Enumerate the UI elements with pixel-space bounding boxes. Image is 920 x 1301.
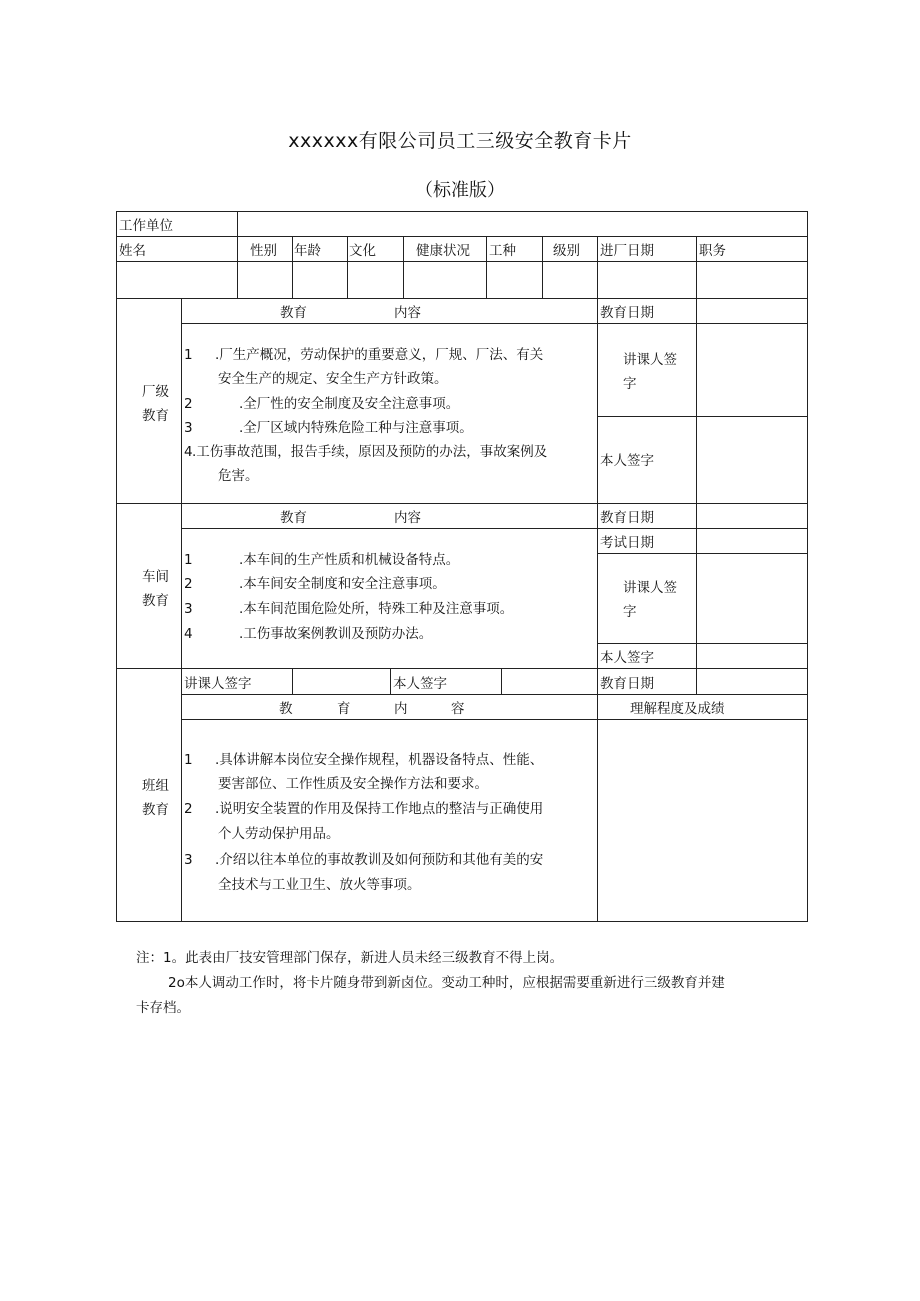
factory-content-header-left: 教育: [280, 305, 307, 321]
factory-item-1-line1: .厂生产概况，劳动保护的重要意义，厂规、厂法、有关: [215, 347, 544, 363]
factory-content-header-right: 内容: [394, 305, 421, 321]
grade-header: 级别: [553, 243, 580, 259]
workshop-self-sign-label: 本人签字: [600, 650, 654, 666]
workshop-item-4-line1: .工伤事故案例教训及预防办法。: [239, 626, 433, 642]
factory-section-label-2: 教育: [142, 408, 169, 424]
factory-section-cell: [116, 298, 182, 504]
page-title: xxxxxx有限公司员工三级安全教育卡片: [288, 130, 632, 152]
team-item-2-line1: .说明安全装置的作用及保持工作地点的整洁与正确使用: [215, 801, 544, 817]
job-type-header: 工种: [489, 243, 516, 259]
factory-item-2-line1: .全厂性的安全制度及安全注意事项。: [239, 396, 460, 412]
team-content-header-char-3: 内: [394, 701, 408, 717]
note-line-3: 卡存档。: [136, 1000, 190, 1016]
job-type-value-cell: [486, 261, 543, 299]
gender-value-cell: [237, 261, 293, 299]
factory-self-sign-label: 本人签字: [600, 453, 654, 469]
entry-date-value-cell: [597, 261, 697, 299]
factory-lecturer-label-2: 字: [623, 376, 637, 392]
team-item-3-line1: .介绍以往本单位的事故教训及如何预防和其他有美的安: [215, 852, 544, 868]
team-item-2-num: 2: [184, 801, 193, 817]
team-understanding-header: 理解程度及成绩: [630, 701, 725, 717]
factory-lecturer-value-cell: [696, 323, 808, 417]
factory-item-4-num: 4: [184, 444, 193, 460]
team-edu-date-label: 教育日期: [600, 676, 654, 692]
team-content-header-cell: [181, 694, 598, 720]
factory-item-1-num: 1: [184, 347, 193, 363]
team-self-sign-label: 本人签字: [393, 676, 447, 692]
workshop-section-label-2: 教育: [142, 593, 169, 609]
workshop-lecturer-label-2: 字: [623, 604, 637, 620]
work-unit-label: 工作单位: [119, 218, 173, 234]
team-edu-date-value-cell: [696, 668, 808, 695]
team-understanding-value-cell: [597, 719, 808, 922]
workshop-section-cell: [116, 503, 182, 669]
factory-content-header-cell: [181, 298, 598, 324]
workshop-exam-date-label: 考试日期: [600, 535, 654, 551]
workshop-lecturer-label-1: 讲课人签: [623, 580, 677, 596]
workshop-content-header-right: 内容: [394, 510, 421, 526]
factory-lecturer-label-1: 讲课人签: [623, 352, 677, 368]
factory-item-3-line1: .全厂区域内特殊危险工种与注意事项。: [239, 420, 473, 436]
team-self-sign-value-cell: [501, 668, 598, 695]
factory-lecturer-label-cell: [597, 323, 697, 417]
note-line-2: 2o本人调动工作时，将卡片随身带到新卤位。变动工种时，应根据需要重新进行三级教育并建: [168, 975, 725, 991]
workshop-item-1-line1: .本车间的生产性质和机械设备特点。: [239, 552, 460, 568]
education-value-cell: [347, 261, 404, 299]
team-item-1-line2: 要害部位、工作性质及安全操作方法和要求。: [218, 776, 488, 792]
position-value-cell: [696, 261, 808, 299]
note-line-1: 注：1。此表由厂技安管理部门保存，新进人员未经三级教育不得上岗。: [136, 950, 564, 966]
page-subtitle: （标准版）: [415, 180, 505, 201]
factory-edu-date-label: 教育日期: [600, 305, 654, 321]
workshop-self-sign-value-cell: [696, 643, 808, 669]
entry-date-header: 进厂日期: [600, 243, 654, 259]
factory-item-2-num: 2: [184, 396, 193, 412]
workshop-content-header-cell: [181, 503, 598, 529]
workshop-lecturer-value-cell: [696, 553, 808, 644]
factory-item-4-line2: 危害。: [218, 468, 259, 484]
team-lecturer-label: 讲课人签字: [184, 676, 252, 692]
team-item-3-num: 3: [184, 852, 193, 868]
name-header: 姓名: [119, 243, 146, 259]
work-unit-value-cell: [237, 211, 808, 237]
workshop-item-3-num: 3: [184, 601, 193, 617]
workshop-item-2-num: 2: [184, 576, 193, 592]
team-item-1-line1: .具体讲解本岗位安全操作规程，机器设备特点、性能、: [215, 752, 544, 768]
workshop-content-header-left: 教育: [280, 510, 307, 526]
team-section-cell: [116, 668, 182, 922]
workshop-item-4-num: 4: [184, 626, 193, 642]
factory-item-3-num: 3: [184, 420, 193, 436]
grade-value-cell: [542, 261, 598, 299]
team-lecturer-value-cell: [292, 668, 391, 695]
age-value-cell: [292, 261, 348, 299]
factory-item-4-line1: .工伤事故范围，报告手续，原因及预防的办法，事故案例及: [192, 444, 548, 460]
team-item-1-num: 1: [184, 752, 193, 768]
gender-header: 性别: [250, 243, 277, 259]
team-section-label-2: 教育: [142, 802, 169, 818]
factory-self-sign-value-cell: [696, 416, 808, 504]
team-item-3-line2: 全技术与工业卫生、放火等事项。: [218, 877, 421, 893]
workshop-edu-date-value-cell: [696, 503, 808, 529]
workshop-section-label-1: 车间: [142, 569, 169, 585]
factory-section-label-1: 厂级: [142, 384, 169, 400]
factory-edu-date-value-cell: [696, 298, 808, 324]
workshop-content-cell: [181, 528, 598, 669]
team-section-label-1: 班组: [142, 778, 169, 794]
education-header: 文化: [349, 243, 376, 259]
team-content-header-char-4: 容: [451, 701, 465, 717]
team-content-header-char-1: 教: [279, 701, 293, 717]
workshop-lecturer-label-cell: [597, 553, 697, 644]
team-content-header-char-2: 育: [337, 701, 351, 717]
name-value-cell: [116, 261, 238, 299]
factory-item-1-line2: 安全生产的规定、安全生产方针政策。: [218, 371, 448, 387]
health-header: 健康状况: [416, 243, 470, 259]
workshop-edu-date-label: 教育日期: [600, 510, 654, 526]
age-header: 年龄: [294, 243, 321, 259]
position-header: 职务: [699, 243, 726, 259]
workshop-item-1-num: 1: [184, 552, 193, 568]
health-value-cell: [403, 261, 487, 299]
team-item-2-line2: 个人劳动保护用品。: [218, 826, 340, 842]
workshop-item-3-line1: .本车间范围危险处所，特殊工种及注意事项。: [239, 601, 514, 617]
workshop-item-2-line1: .本车间安全制度和安全注意事项。: [239, 576, 446, 592]
workshop-exam-date-value-cell: [696, 528, 808, 554]
